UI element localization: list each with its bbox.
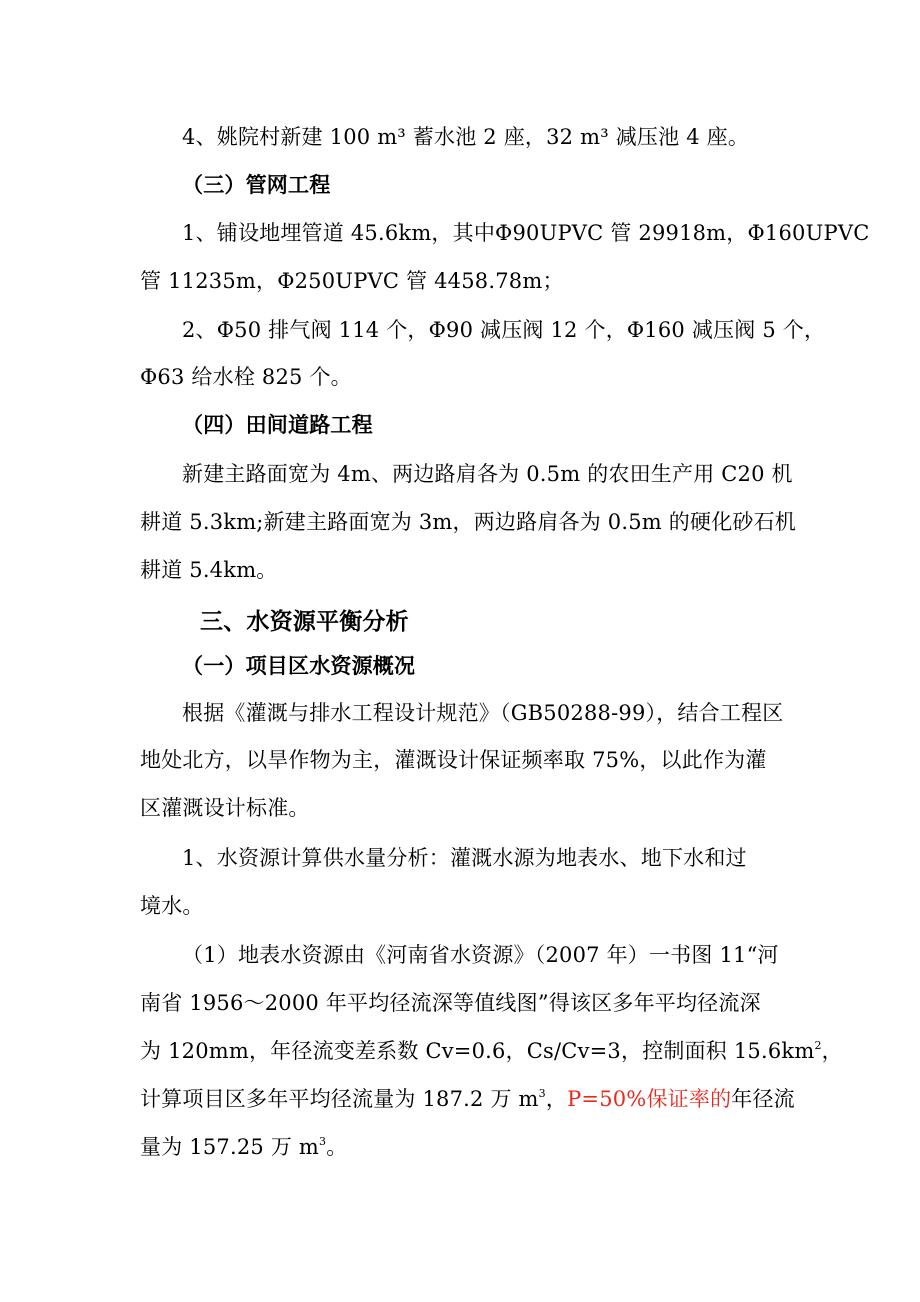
paragraph-surface-line-2: 南省 1956～2000 年平均径流深等值线图”得该区多年平均径流深 <box>140 991 761 1015</box>
paragraph-basis-line-3: 区灌溉设计标准。 <box>140 796 310 820</box>
paragraph-pipe-2-line-1: 2、Φ50 排气阀 114 个，Φ90 减压阀 12 个，Φ160 减压阀 5 个， <box>182 318 826 342</box>
surface-line-3-end: ， <box>821 1039 843 1063</box>
superscript-2: 2 <box>814 1039 822 1052</box>
paragraph-road-line-2: 耕道 5.3km;新建主路面宽为 3m，两边路肩各为 0.5m 的硬化砂石机 <box>140 510 796 534</box>
paragraph-basis-line-1: 根据《灌溉与排水工程设计规范》（GB50288-99），结合工程区 <box>182 701 784 725</box>
paragraph-road-line-3: 耕道 5.4km。 <box>140 558 278 582</box>
highlighted-text-p50: P=50%保证率的 <box>567 1087 732 1111</box>
paragraph-pipe-1-line-1: 1、铺设地埋管道 45.6km，其中Φ90UPVC 管 29918m，Φ160UPVC <box>182 221 870 245</box>
paragraph-calc-line-2: 境水。 <box>140 894 204 918</box>
surface-line-3-text: 为 120mm，年径流变差系数 Cv=0.6，Cs/Cv=3，控制面积 15.6km <box>140 1039 815 1063</box>
surface-line-4-end: 年径流 <box>731 1087 795 1111</box>
surface-line-4-text: 计算项目区多年平均径流量为 187.2 万 m <box>140 1087 539 1111</box>
paragraph-surface-line-5 <box>140 1132 780 1162</box>
paragraph-road-line-1: 新建主路面宽为 4m、两边路肩各为 0.5m 的农田生产用 C20 机 <box>182 462 793 486</box>
section-heading-pipe-network: （三）管网工程 <box>182 173 331 197</box>
paragraph-basis-line-2: 地处北方，以旱作物为主，灌溉设计保证频率取 75%，以此作为灌 <box>140 748 767 772</box>
paragraph-pipe-1-line-2: 管 11235m，Φ250UPVC 管 4458.78m； <box>140 269 564 293</box>
surface-line-4-sep: ， <box>545 1087 568 1111</box>
chapter-heading-water-balance: 三、水资源平衡分析 <box>200 609 409 635</box>
surface-line-5-end: 。 <box>326 1135 348 1159</box>
superscript-3b: 3 <box>319 1135 327 1148</box>
paragraph-pipe-2-line-2: Φ63 给水栓 825 个。 <box>140 365 352 389</box>
superscript-3: 3 <box>538 1087 546 1100</box>
paragraph-item-4: 4、姚院村新建 100 m³ 蓄水池 2 座，32 m³ 减压池 4 座。 <box>182 125 750 149</box>
paragraph-surface-line-1: （1）地表水资源由《河南省水资源》（2007 年）一书图 11“河 <box>182 943 779 967</box>
section-heading-field-road: （四）田间道路工程 <box>182 413 373 437</box>
section-heading-water-overview: （一）项目区水资源概况 <box>182 654 416 678</box>
paragraph-surface-line-4 <box>140 1084 795 1114</box>
paragraph-calc-line-1: 1、水资源计算供水量分析：灌溉水源为地表水、地下水和过 <box>182 846 747 870</box>
paragraph-surface-line-3 <box>140 1036 843 1066</box>
surface-line-5-text: 量为 157.25 万 m <box>140 1135 320 1159</box>
